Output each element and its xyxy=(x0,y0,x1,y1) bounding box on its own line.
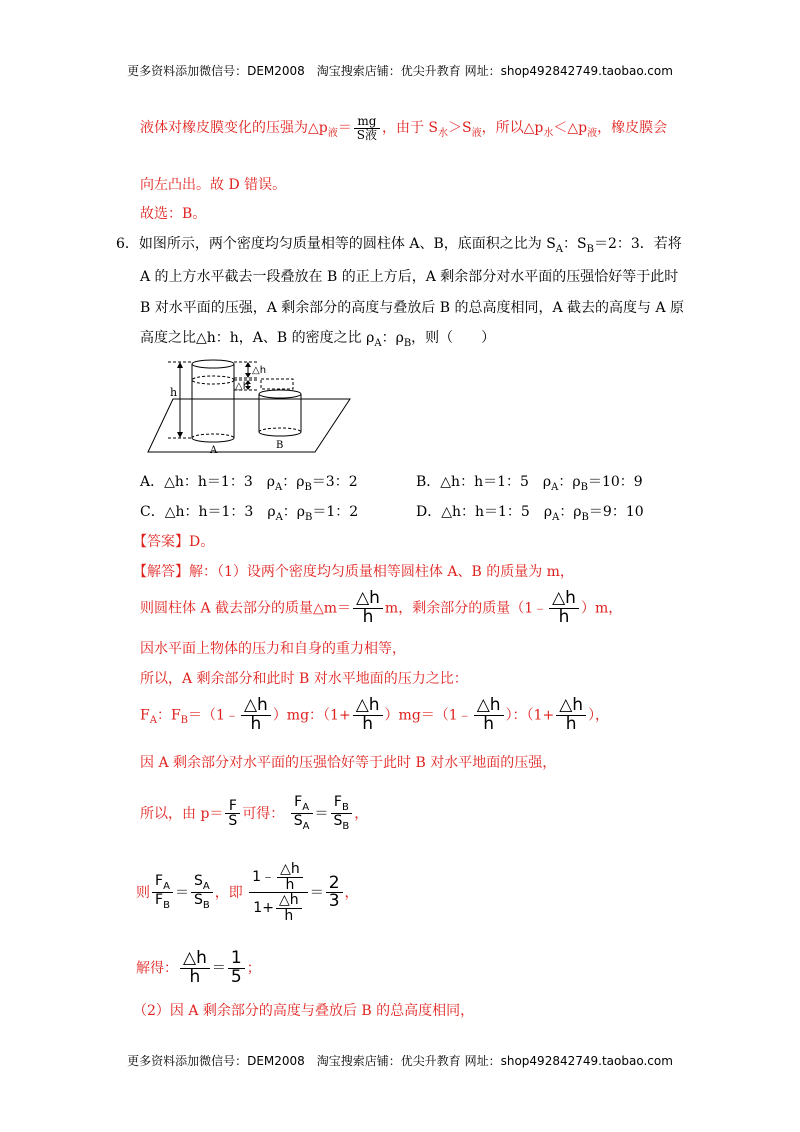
fraction-dh-over-h: $\frac{\triangle h}{h}$ xyxy=(549,590,579,627)
fraction-fa-over-sa: $\frac{F_A}{S_A}$ xyxy=(291,795,313,833)
prev-line-3: 故选：B。 xyxy=(140,206,207,222)
prev-line-2: 向左凸出。故 D 错误。 xyxy=(140,177,287,193)
solution-line-4: 所以，A 剩余部分和此时 B 对水平地面的压力之比： xyxy=(140,671,468,687)
fraction-dh-over-h: $\frac{\triangle h}{h}$ xyxy=(180,950,210,987)
question-line-2: A 的上方水平截去一段叠放在 B 的正上方后，A 剩余部分对水平面的压强恰好等于此时 xyxy=(140,269,679,285)
option-a[interactable]: A．△h：h＝1：3 $\rho_A$：$\rho_B=3$：2 xyxy=(140,474,358,493)
label-h: h xyxy=(170,386,178,399)
option-b[interactable]: B．△h：h＝1：5 $\rho_A$：$\rho_B=10$：9 xyxy=(416,474,643,493)
solution-line-2: 则圆柱体 A 截去部分的质量△m＝ $\frac{\triangle h}{h}$ m，剩余部分的质量（1﹣ $\frac{\triangle h}{h}$ ）m， xyxy=(140,588,623,627)
solution-line-7: 所以，由 p＝ $\frac{F}{S}$ 可得： $\frac{F_A}{S_A}$ ＝ $\frac{F_B}{S_B}$ ， xyxy=(140,794,369,833)
option-d[interactable]: D．△h：h＝1：5 $\rho_A$：$\rho_B=9$：10 xyxy=(416,504,644,523)
compound-fraction: 1﹣ $\frac{\triangle h}{h}$ 1+ $\frac{\triangle h}{h}$ xyxy=(249,862,308,924)
solution-line-6: 因 A 剩余部分对水平面的压强恰好等于此时 B 对水平地面的压强， xyxy=(140,755,557,771)
fraction-two-thirds: $\frac{2}{3}$ xyxy=(326,875,343,912)
page-header: 更多资料添加微信号：DEM2008 淘宝搜索店铺：优尖升教育 网址：shop492842749.taobao.com xyxy=(127,64,673,78)
page-footer: 更多资料添加微信号：DEM2008 淘宝搜索店铺：优尖升教育 网址：shop492842749.taobao.com xyxy=(127,1054,673,1068)
solution-line-8: 则 $\frac{F_A}{F_B}$ ＝ $\frac{S_A}{S_B}$ ，即 1﹣ $\frac{\triangle h}{h}$ 1+ $\frac{\triangle h}{h}$ ＝ $\frac{2}{3}$ ， xyxy=(136,861,359,925)
fraction-fa-over-fb: $\frac{F_A}{F_B}$ xyxy=(152,874,173,912)
label-dh-top: △h xyxy=(252,365,267,376)
solution-line-10: （2）因 A 剩余部分的高度与叠放后 B 的总高度相同， xyxy=(133,1003,475,1019)
label-a: A xyxy=(210,445,218,456)
solution-line-9: 解得： $\frac{\triangle h}{h}$ ＝ $\frac{1}{5}$ ； xyxy=(136,948,261,987)
fraction-mg-over-s: $\frac{mg}{\text{S液}}$ xyxy=(354,115,380,141)
solution-line-1: 【解答】解：（1）设两个密度均匀质量相等圆柱体 A、B 的质量为 m， xyxy=(133,564,574,580)
answer: 【答案】D。 xyxy=(133,534,215,550)
cylinder-figure xyxy=(140,352,360,462)
fraction-f-over-s: $\frac{F}{S}$ xyxy=(225,799,240,829)
solution-line-3: 因水平面上物体的压力和自身的重力相等， xyxy=(140,641,406,657)
question-line-4: 高度之比△h：h，A、B 的密度之比 $\rho_A$：$\rho_B$，则（ ） xyxy=(140,330,496,349)
prev-line-1: 液体对橡皮膜变化的压强为$\triangle p_液=$ $\frac{mg}{\text{S液}}$ ，由于 $S_水>S_液$，所以$\triangle p_水<\triangle p_液$，橡皮膜会 xyxy=(140,114,668,142)
fraction-dh-over-h: $\frac{\triangle h}{h}$ xyxy=(353,697,383,734)
fraction-sa-over-sb: $\frac{S_A}{S_B}$ xyxy=(191,874,213,912)
option-c[interactable]: C．△h：h＝1：3 $\rho_A$：$\rho_B=1$：2 xyxy=(140,504,359,523)
question-line-1: 6．如图所示，两个密度均匀质量相等的圆柱体 A、B，底面积之比为 $S_A$：$S_B=2$：3．若将 xyxy=(116,236,682,255)
fraction-dh-over-h: $\frac{\triangle h}{h}$ xyxy=(474,697,504,734)
question-line-3: B 对水平面的压强，A 剩余部分的高度与叠放后 B 的总高度相同，A 截去的高度与 A 原 xyxy=(140,300,685,316)
fraction-dh-over-h: $\frac{\triangle h}{h}$ xyxy=(556,697,586,734)
fraction-fb-over-sb: $\frac{F_B}{S_B}$ xyxy=(331,795,353,833)
solution-line-5: $F_A$：$F_B=(1﹣$ $\frac{\triangle h}{h}$ ）mg：（1+ $\frac{\triangle h}{h}$ ）mg＝（1﹣ $\frac{\triangle h}{h}$ ）：（1+ $\frac{\triangle h}{h}$ ）， xyxy=(140,695,610,734)
fraction-dh-over-h: $\frac{\triangle h}{h}$ xyxy=(353,590,383,627)
fraction-one-fifth: $\frac{1}{5}$ xyxy=(228,950,245,987)
fraction-dh-over-h: $\frac{\triangle h}{h}$ xyxy=(241,697,271,734)
label-dh-bottom: △h xyxy=(235,381,250,392)
label-b: B xyxy=(276,440,284,451)
